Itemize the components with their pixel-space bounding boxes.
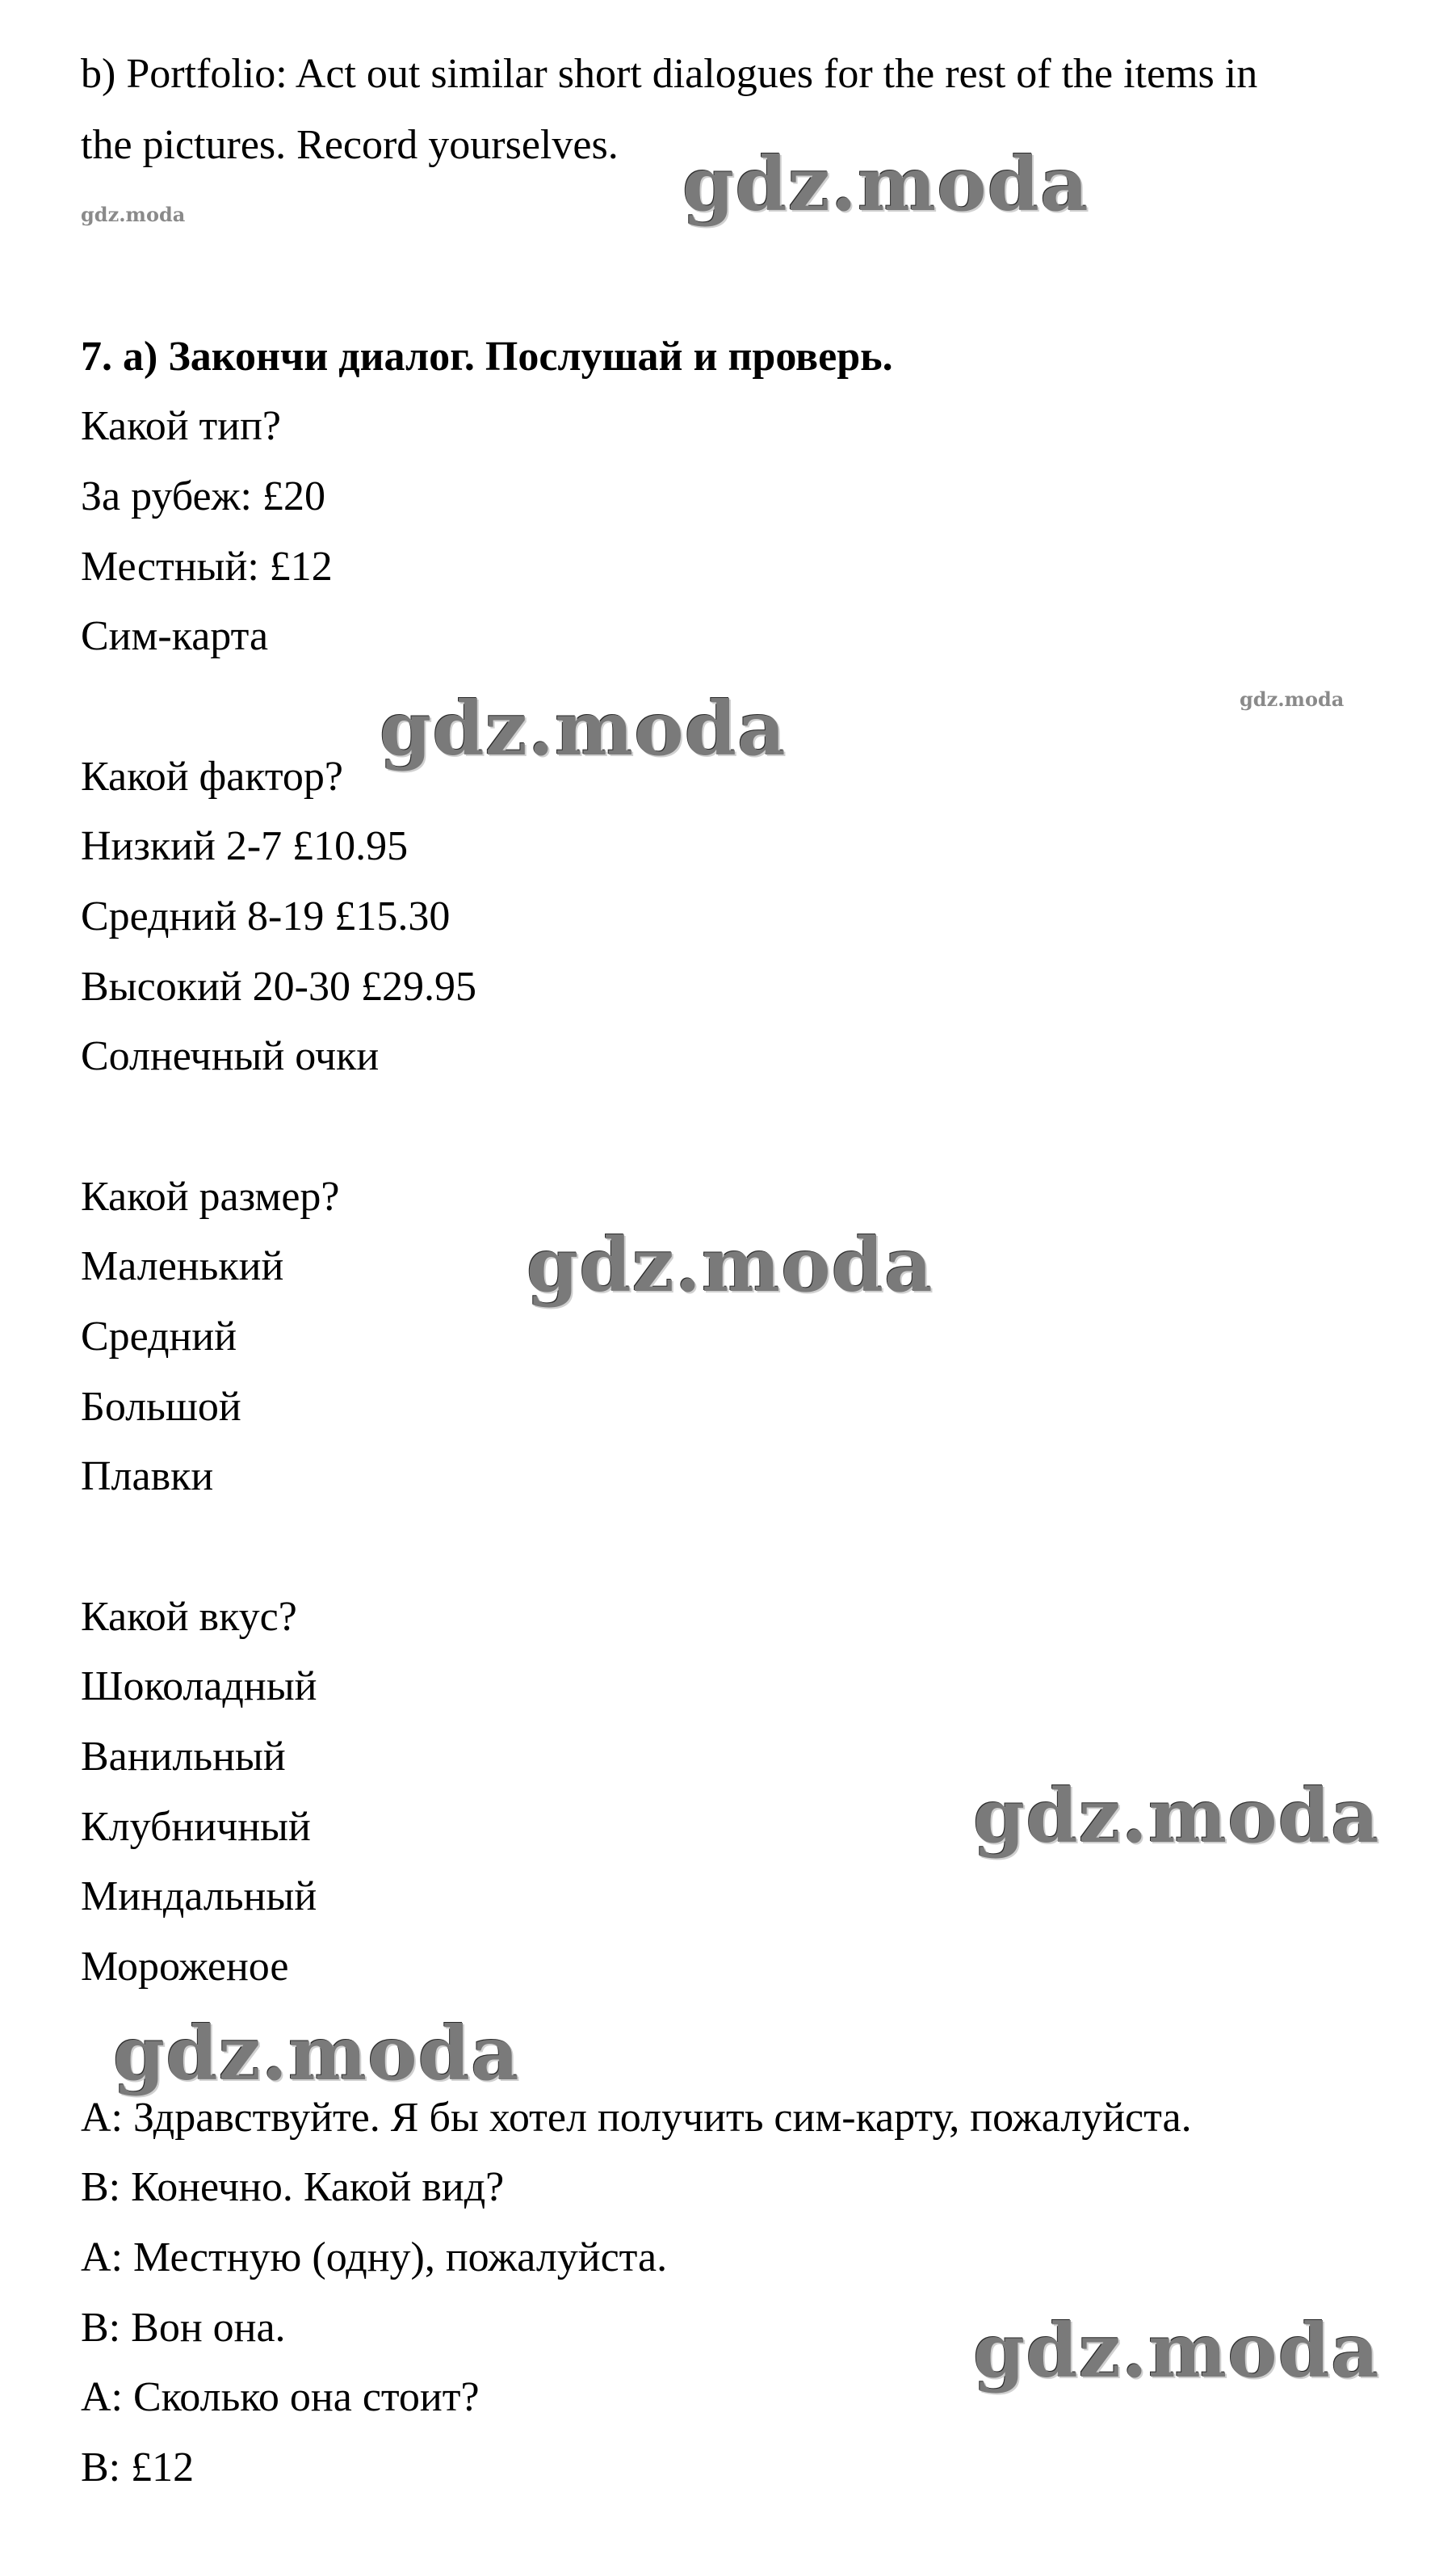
sim-option-local: Местный: £12 — [81, 544, 333, 590]
exercise-heading: 7. a) Закончи диалог. Послушай и проверь. — [81, 334, 893, 380]
sunglasses-item: Солнечный очки — [81, 1033, 380, 1079]
watermark-large: gdz.moda — [973, 1772, 1380, 1860]
dialogue-line-5: A: Сколько она стоит? — [81, 2374, 480, 2420]
dialogue-line-6: B: £12 — [81, 2444, 195, 2490]
icecream-item: Мороженое — [81, 1944, 289, 1990]
dialogue-line-4: B: Вон она. — [81, 2305, 286, 2351]
icecream-option-vanilla: Ванильный — [81, 1734, 286, 1780]
sunglasses-option-low: Низкий 2-7 £10.95 — [81, 823, 409, 869]
sunglasses-option-high: Высокий 20-30 £29.95 — [81, 964, 476, 1010]
sunglasses-question: Какой фактор? — [81, 754, 343, 800]
trunks-item: Плавки — [81, 1453, 214, 1499]
watermark-large: gdz.moda — [682, 141, 1089, 228]
trunks-option-medium: Средний — [81, 1314, 237, 1360]
watermark-large: gdz.moda — [113, 2010, 520, 2097]
icecream-option-almond: Миндальный — [81, 1873, 317, 1919]
sim-question: Какой тип? — [81, 403, 281, 449]
watermark-large: gdz.moda — [527, 1221, 934, 1309]
intro-line-2: the pictures. Record yourselves. — [81, 122, 619, 168]
sim-item: Сим-карта — [81, 613, 269, 659]
watermark-small: gdz.moda — [81, 203, 186, 226]
watermark-large: gdz.moda — [973, 2307, 1380, 2394]
icecream-option-chocolate: Шоколадный — [81, 1663, 317, 1709]
watermark-large: gdz.moda — [380, 685, 787, 772]
sunglasses-option-medium: Средний 8-19 £15.30 — [81, 893, 451, 939]
trunks-option-large: Большой — [81, 1384, 241, 1430]
dialogue-line-3: A: Местную (одну), пожалуйста. — [81, 2234, 668, 2280]
dialogue-line-2: B: Конечно. Какой вид? — [81, 2164, 505, 2210]
dialogue-line-1: A: Здравствуйте. Я бы хотел получить сим-карту, пожалуйста. — [81, 2095, 1192, 2141]
sim-option-abroad: За рубеж: £20 — [81, 473, 325, 519]
trunks-option-small: Маленький — [81, 1243, 284, 1289]
trunks-question: Какой размер? — [81, 1174, 340, 1220]
intro-line-1: b) Portfolio: Act out similar short dialogues for the rest of the items in — [81, 51, 1258, 97]
icecream-question: Какой вкус? — [81, 1594, 297, 1640]
icecream-option-strawberry: Клубничный — [81, 1804, 311, 1850]
watermark-small: gdz.moda — [1240, 687, 1345, 711]
